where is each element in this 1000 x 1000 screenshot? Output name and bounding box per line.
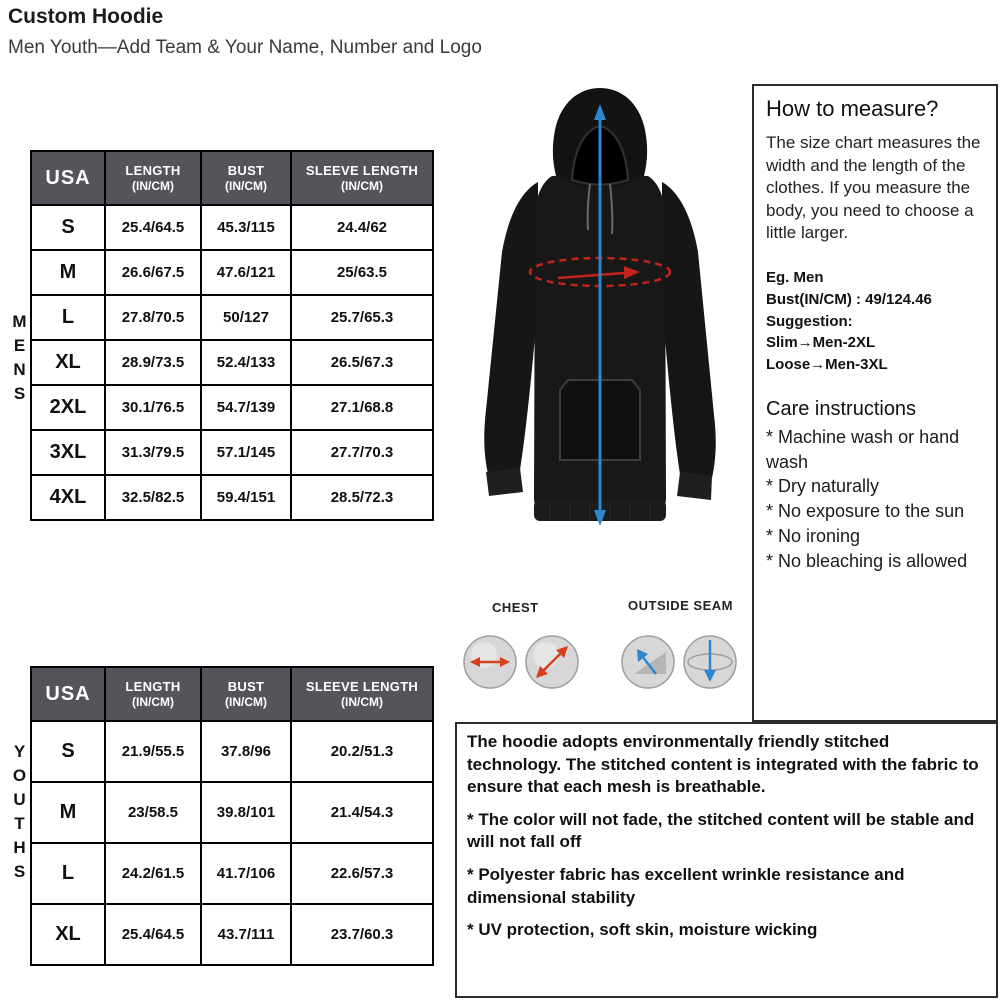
column-unit: (IN/CM): [132, 694, 174, 709]
table-row: [31, 475, 433, 520]
sizing-example: [766, 267, 984, 376]
size-cell: XL: [31, 340, 105, 385]
value-cell: 24.2/61.5: [105, 843, 201, 904]
value-cell: 30.1/76.5: [105, 385, 201, 430]
page-title: Custom Hoodie: [8, 5, 164, 28]
how-to-measure-panel: [752, 84, 998, 722]
seam-drop-icon: [684, 636, 736, 688]
value-cell: 32.5/82.5: [105, 475, 201, 520]
value-cell: 25.4/64.5: [105, 904, 201, 965]
product-notes-panel: [455, 722, 998, 998]
value-cell: 23.7/60.3: [291, 904, 433, 965]
column-header-usa: [31, 667, 105, 721]
size-cell: 4XL: [31, 475, 105, 520]
value-cell: 47.6/121: [201, 250, 291, 295]
care-item: * No exposure to the sun: [766, 501, 965, 522]
page-subtitle: Men Youth—Add Team & Your Name, Number and Logo: [8, 37, 482, 58]
column-header-usa: [31, 151, 105, 205]
column-unit: (IN/CM): [225, 694, 267, 709]
value-cell: 21.4/54.3: [291, 782, 433, 843]
table-row: [31, 430, 433, 475]
value-cell: 25/63.5: [291, 250, 433, 295]
value-cell: 54.7/139: [201, 385, 291, 430]
value-cell: 27.8/70.5: [105, 295, 201, 340]
how-to-measure-title: How to measure?: [766, 96, 939, 121]
table-row: [31, 782, 433, 843]
table-row: [31, 721, 433, 782]
table-header-row: [31, 151, 433, 205]
value-cell: 28.9/73.5: [105, 340, 201, 385]
care-item: * Machine wash or hand wash: [766, 426, 960, 472]
value-cell: 59.4/151: [201, 475, 291, 520]
value-cell: 24.4/62: [291, 205, 433, 250]
example-line: Eg. Men: [766, 269, 824, 287]
value-cell: 22.6/57.3: [291, 843, 433, 904]
note-line: * The color will not fade, the stitched content will be stable and will not fall off: [467, 809, 975, 852]
value-cell: 27.1/68.8: [291, 385, 433, 430]
care-item: * Dry naturally: [766, 476, 880, 497]
column-unit: (IN/CM): [341, 694, 383, 709]
column-header-sleeve: [291, 667, 433, 721]
group-label-youths: YOUTHS: [10, 742, 29, 886]
table-row: [31, 843, 433, 904]
table-row: [31, 250, 433, 295]
value-cell: 27.7/70.3: [291, 430, 433, 475]
size-cell: L: [31, 295, 105, 340]
hoodie-image: [450, 80, 750, 592]
table-header-row: [31, 667, 433, 721]
care-item: * No ironing: [766, 526, 861, 547]
seam-fold-icon: [622, 636, 674, 688]
column-header-length: [105, 151, 201, 205]
column-label: BUST: [227, 678, 265, 694]
mens-size-table: [30, 150, 434, 521]
example-line: Suggestion:: [766, 312, 853, 330]
column-label: LENGTH: [125, 162, 181, 178]
value-cell: 23/58.5: [105, 782, 201, 843]
note-line: * UV protection, soft skin, moisture wicking: [467, 920, 818, 940]
value-cell: 45.3/115: [201, 205, 291, 250]
column-unit: (IN/CM): [132, 178, 174, 193]
column-header-length: [105, 667, 201, 721]
value-cell: 25.4/64.5: [105, 205, 201, 250]
size-cell: L: [31, 843, 105, 904]
size-cell: S: [31, 721, 105, 782]
note-line: * Polyester fabric has excellent wrinkle resistance and dimensional stability: [467, 865, 905, 907]
value-cell: 52.4/133: [201, 340, 291, 385]
value-cell: 26.6/67.5: [105, 250, 201, 295]
column-unit: (IN/CM): [225, 178, 267, 193]
table-row: [31, 205, 433, 250]
table-row: [31, 295, 433, 340]
value-cell: 25.7/65.3: [291, 295, 433, 340]
note-line: The hoodie adopts environmentally friendly stitched technology. The stitched content is integrated with the fabric to ensure that each mesh is breathable.: [467, 732, 979, 797]
group-label-mens: MENS: [10, 312, 29, 408]
chest-diagonal-icon: [526, 636, 578, 688]
column-label: BUST: [227, 162, 265, 178]
value-cell: 39.8/101: [201, 782, 291, 843]
value-cell: 41.7/106: [201, 843, 291, 904]
column-label: SLEEVE LENGTH: [305, 678, 419, 694]
chest-width-icon: [464, 636, 516, 688]
size-cell: 3XL: [31, 430, 105, 475]
size-cell: S: [31, 205, 105, 250]
value-cell: 50/127: [201, 295, 291, 340]
column-unit: (IN/CM): [341, 178, 383, 193]
column-label: USA: [45, 682, 91, 705]
value-cell: 20.2/51.3: [291, 721, 433, 782]
size-cell: M: [31, 782, 105, 843]
column-label: SLEEVE LENGTH: [305, 162, 419, 178]
table-row: [31, 904, 433, 965]
column-header-bust: [201, 667, 291, 721]
table-row: [31, 385, 433, 430]
how-to-measure-description: The size chart measures the width and the length of the clothes. If you measure the body, you need to choose a little larger.: [766, 133, 981, 243]
example-line: Loose→Men-3XL: [766, 356, 888, 374]
value-cell: 43.7/111: [201, 904, 291, 965]
value-cell: 28.5/72.3: [291, 475, 433, 520]
value-cell: 37.8/96: [201, 721, 291, 782]
size-cell: M: [31, 250, 105, 295]
care-item: * No bleaching is allowed: [766, 550, 968, 571]
value-cell: 21.9/55.5: [105, 721, 201, 782]
table-row: [31, 340, 433, 385]
size-cell: 2XL: [31, 385, 105, 430]
column-label: USA: [45, 166, 91, 189]
chest-label: CHEST: [492, 600, 539, 615]
column-header-sleeve: [291, 151, 433, 205]
example-line: Slim→Men-2XL: [766, 334, 876, 352]
column-label: LENGTH: [125, 678, 181, 694]
outside-seam-label: OUTSIDE SEAM: [628, 598, 733, 613]
example-line: Bust(IN/CM) : 49/124.46: [766, 290, 932, 308]
size-cell: XL: [31, 904, 105, 965]
value-cell: 26.5/67.3: [291, 340, 433, 385]
care-instructions-title: Care instructions: [766, 397, 917, 420]
youths-size-table: [30, 666, 434, 966]
value-cell: 57.1/145: [201, 430, 291, 475]
column-header-bust: [201, 151, 291, 205]
value-cell: 31.3/79.5: [105, 430, 201, 475]
measure-icons: [452, 624, 748, 699]
